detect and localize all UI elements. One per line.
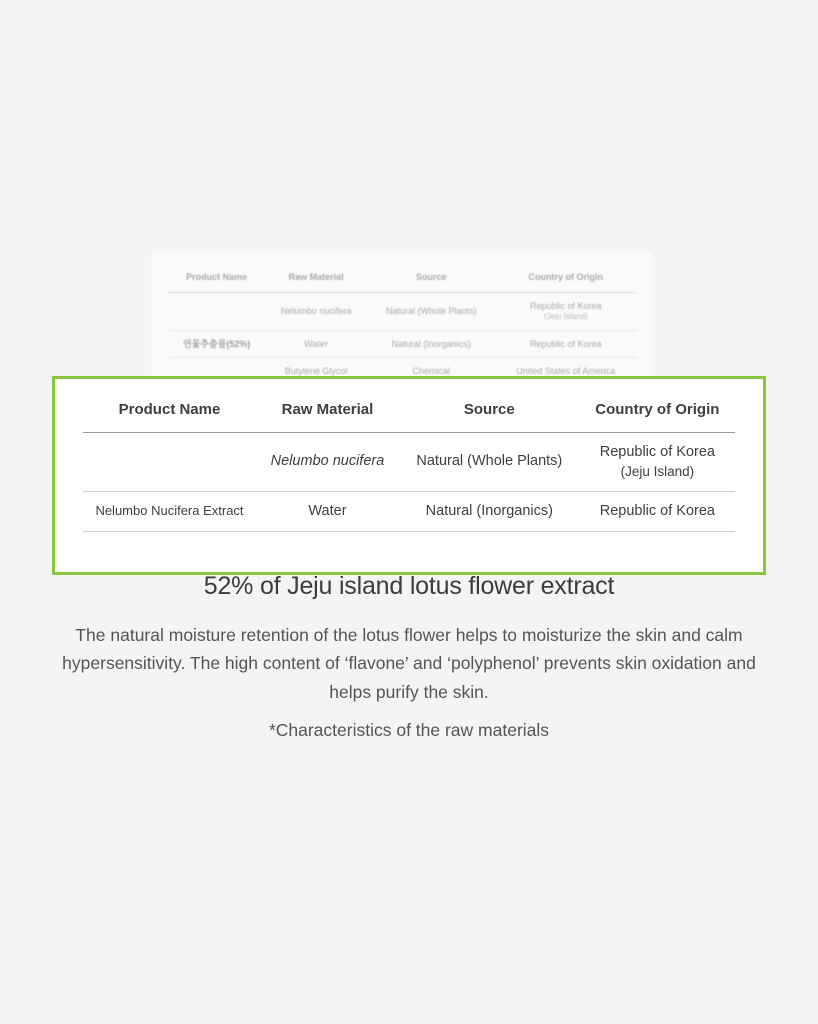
cell-clipped <box>399 532 580 562</box>
cell-raw-material: Nelumbo nucifera <box>265 293 367 331</box>
cell-product-name <box>83 433 256 492</box>
highlighted-ingredient-table <box>83 395 735 562</box>
cell-country-of-origin <box>580 433 735 492</box>
body-description: The natural moisture retention of the lotus flower helps to moisturize the skin and calm hypersensitivity. The high content of ‘flavone’ and ‘polyphenol’ prevents skin oxidation and helps purify the skin. <box>62 625 756 702</box>
page-title: 52% of Jeju island lotus flower extract <box>203 572 615 600</box>
column-header-source: Source <box>399 395 580 433</box>
highlighted-table-body <box>83 433 735 562</box>
cell-raw-material: Water <box>265 330 367 357</box>
cell-product-name: Nelumbo Nucifera Extract <box>83 491 256 532</box>
cell-product-name <box>168 293 265 331</box>
column-header-source: Source <box>367 266 496 293</box>
copy-block <box>0 572 818 741</box>
background-ingredient-table <box>168 266 636 385</box>
cell-source: Natural (Inorganics) <box>399 491 580 532</box>
column-header-raw-material: Raw Material <box>256 395 399 433</box>
cell-source: Chemical <box>367 358 496 385</box>
cell-source: Natural (Inorganics) <box>367 330 496 357</box>
cell-clipped <box>83 532 256 562</box>
column-header-raw-material: Raw Material <box>265 266 367 293</box>
cell-country-of-origin <box>496 293 636 331</box>
table-row <box>83 491 735 532</box>
column-header-product-name: Product Name <box>168 266 265 293</box>
cell-raw-material: Butylene Glycol <box>265 358 367 385</box>
cell-raw-material: Water <box>256 491 399 532</box>
table-row-clipped <box>83 532 735 562</box>
column-header-country-of-origin: Country of Origin <box>496 266 636 293</box>
origin-main: Republic of Korea <box>530 301 602 311</box>
cell-clipped <box>580 532 735 562</box>
footnote: *Characteristics of the raw materials <box>268 720 550 741</box>
cell-clipped <box>256 532 399 562</box>
cell-raw-material: Nelumbo nucifera <box>256 433 399 492</box>
table-row <box>168 293 636 331</box>
highlighted-ingredient-table-card <box>52 376 766 575</box>
cell-source: Natural (Whole Plants) <box>399 433 580 492</box>
cell-country-of-origin: United States of America <box>496 358 636 385</box>
table-row <box>83 433 735 492</box>
cell-product-name: 연꽃추출물(52%) <box>168 330 265 357</box>
origin-main: Republic of Korea <box>599 444 715 460</box>
cell-country-of-origin: Republic of Korea <box>496 330 636 357</box>
table-header-row <box>83 395 735 433</box>
table-row <box>168 330 636 357</box>
background-table-header <box>168 266 636 293</box>
cell-country-of-origin: Republic of Korea <box>580 491 735 532</box>
column-header-product-name: Product Name <box>83 395 256 433</box>
background-table-body <box>168 293 636 385</box>
origin-sub: (Jeju Island) <box>544 312 588 322</box>
highlighted-table-header <box>83 395 735 433</box>
column-header-country-of-origin: Country of Origin <box>580 395 735 433</box>
cell-source: Natural (Whole Plants) <box>367 293 496 331</box>
table-header-row <box>168 266 636 293</box>
origin-sub: (Jeju Island) <box>620 463 695 479</box>
